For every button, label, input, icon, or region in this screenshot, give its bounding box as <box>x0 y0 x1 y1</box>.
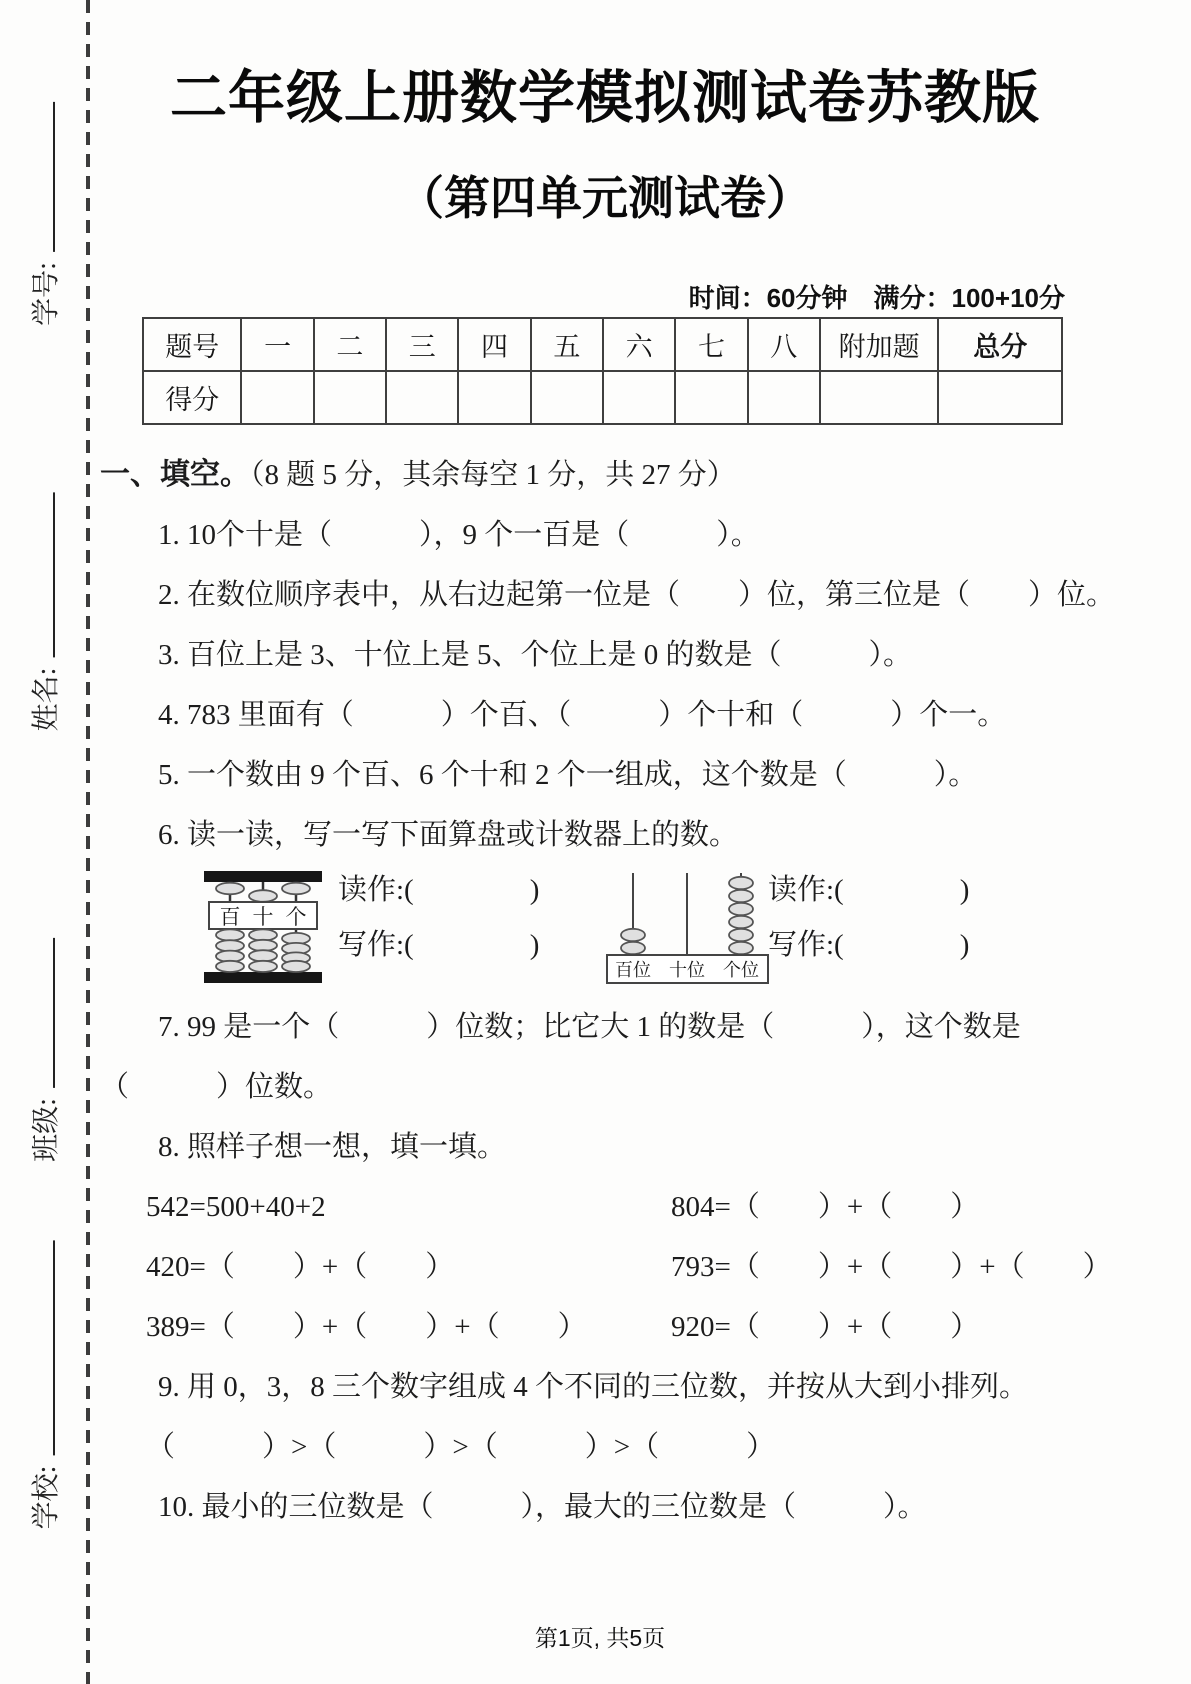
abacus-bottom-bar <box>204 972 322 983</box>
sidebar-field-label: 姓名: <box>31 667 62 732</box>
score-header-cell: 五 <box>531 318 603 371</box>
question-6-figures <box>100 869 1120 995</box>
question-2: 2. 在数位顺序表中，从右边起第一位是（ ）位，第三位是（ ）位。 <box>158 579 1116 611</box>
sidebar-field-school <box>24 1241 64 1530</box>
write-line <box>37 493 55 658</box>
equation-cell: 804=（ ）+（ ） <box>671 1191 980 1223</box>
equation-cell: 420=（ ）+（ ） <box>146 1251 455 1283</box>
score-cell-empty <box>241 371 313 424</box>
section-fill-in-blanks <box>100 445 1120 1537</box>
equation-cell: 389=（ ）+（ ）+（ ） <box>146 1311 587 1343</box>
section-title: 一、填空。 <box>100 458 250 491</box>
abacus-bead <box>249 961 277 972</box>
score-header-cell: 二 <box>314 318 386 371</box>
abacus-bead <box>216 883 244 895</box>
sidebar-field-label: 学号: <box>31 262 62 326</box>
question-9-answer-line: （ ）>（ ）>（ ）>（ ） <box>146 1431 776 1463</box>
counter-answer-lines <box>768 869 969 964</box>
question-6: 6. 读一读，写一写下面算盘或计数器上的数。 <box>158 819 739 851</box>
abacus-answer-lines <box>338 869 539 964</box>
score-cell-empty <box>531 371 603 424</box>
exam-meta: 时间：60分钟 满分：100+10分 <box>688 283 1065 313</box>
score-table-header-row <box>143 318 1062 371</box>
score-header-cell: 三 <box>386 318 458 371</box>
counter-bead <box>621 942 645 954</box>
page-subtitle: （第四单元测试卷） <box>398 172 812 224</box>
counter-bead <box>729 903 753 915</box>
question-7-continued: （ ）位数。 <box>100 1071 333 1103</box>
score-cell-empty <box>458 371 530 424</box>
reading-line: 读作:( ) <box>768 874 970 906</box>
question-1: 1. 10个十是（ ），9 个一百是（ ）。 <box>158 519 760 551</box>
question-8: 8. 照样子想一想，填一填。 <box>158 1131 507 1163</box>
write-line <box>37 1241 55 1456</box>
equation-cell: 793=（ ）+（ ）+（ ） <box>671 1251 1112 1283</box>
sidebar-field-label: 学校: <box>31 1465 62 1530</box>
write-line <box>37 938 55 1088</box>
sidebar-field-class <box>24 938 64 1162</box>
question-9: 9. 用 0，3，8 三个数字组成 4 个不同的三位数，并按从大到小排列。 <box>158 1371 1029 1403</box>
score-header-cell: 总分 <box>938 318 1062 371</box>
score-cell-empty <box>603 371 675 424</box>
section-note: （8 题 5 分，其余每空 1 分，共 27 分） <box>250 459 736 491</box>
score-cell-empty <box>820 371 939 424</box>
question-7: 7. 99 是一个（ ）位数；比它大 1 的数是（ ），这个数是 <box>158 1011 1021 1043</box>
write-line <box>37 102 55 252</box>
counter-col-label: 个位 <box>723 960 759 980</box>
score-cell-empty <box>748 371 820 424</box>
score-row-label: 得分 <box>143 371 241 424</box>
abacus-figure <box>204 871 322 983</box>
equation-cell: 542=500+40+2 <box>146 1191 326 1223</box>
sidebar-field-name <box>24 493 64 732</box>
counter-bead <box>621 929 645 941</box>
score-header-cell: 一 <box>241 318 313 371</box>
writing-line: 写作:( ) <box>768 929 970 961</box>
abacus-bead <box>249 950 277 961</box>
score-header-cell: 八 <box>748 318 820 371</box>
score-header-cell: 七 <box>675 318 747 371</box>
score-table-score-row <box>143 371 1062 424</box>
question-10: 10. 最小的三位数是（ ），最大的三位数是（ ）。 <box>158 1491 927 1523</box>
question-8-row <box>100 1237 1120 1297</box>
score-table <box>142 317 1063 425</box>
counter-col-label: 十位 <box>669 960 705 980</box>
score-header-cell: 附加题 <box>820 318 939 371</box>
writing-line: 写作:( ) <box>338 929 540 961</box>
page-title: 二年级上册数学模拟测试卷苏教版 <box>170 66 1040 130</box>
abacus-bead <box>249 890 277 902</box>
counter-figure <box>605 871 770 985</box>
abacus-col-label: 个 <box>285 905 307 929</box>
counter-bead <box>729 916 753 928</box>
abacus-bead <box>282 961 310 972</box>
score-header-cell: 六 <box>603 318 675 371</box>
abacus-col-label: 百 <box>219 905 241 929</box>
question-8-row <box>100 1177 1120 1237</box>
score-header-cell: 题号 <box>143 318 241 371</box>
abacus-bead <box>216 961 244 972</box>
question-8-row <box>100 1297 1120 1357</box>
sidebar-field-student-id <box>24 102 64 326</box>
counter-bead <box>729 890 753 902</box>
abacus-top-bar <box>204 871 322 882</box>
abacus-bead <box>282 883 310 895</box>
score-cell-empty <box>938 371 1062 424</box>
reading-line: 读作:( ) <box>338 874 540 906</box>
score-header-cell: 四 <box>458 318 530 371</box>
binding-dashed-line <box>86 0 90 1684</box>
counter-col-label: 百位 <box>615 960 651 980</box>
question-3: 3. 百位上是 3、十位上是 5、个位上是 0 的数是（ ）。 <box>158 639 913 671</box>
counter-bead <box>729 877 753 889</box>
section-heading <box>100 445 1120 505</box>
score-cell-empty <box>386 371 458 424</box>
counter-bead <box>729 942 753 954</box>
score-cell-empty <box>675 371 747 424</box>
sidebar-field-label: 班级: <box>31 1098 62 1162</box>
question-4: 4. 783 里面有（ ）个百、（ ）个十和（ ）个一。 <box>158 699 1007 731</box>
equation-cell: 920=（ ）+（ ） <box>671 1311 980 1343</box>
abacus-bead <box>216 929 244 940</box>
abacus-col-label: 十 <box>252 905 274 929</box>
question-5: 5. 一个数由 9 个百、6 个十和 2 个一组成，这个数是（ ）。 <box>158 759 978 791</box>
page-footer: 第1页, 共5页 <box>534 1625 666 1651</box>
score-cell-empty <box>314 371 386 424</box>
counter-bead <box>729 929 753 941</box>
